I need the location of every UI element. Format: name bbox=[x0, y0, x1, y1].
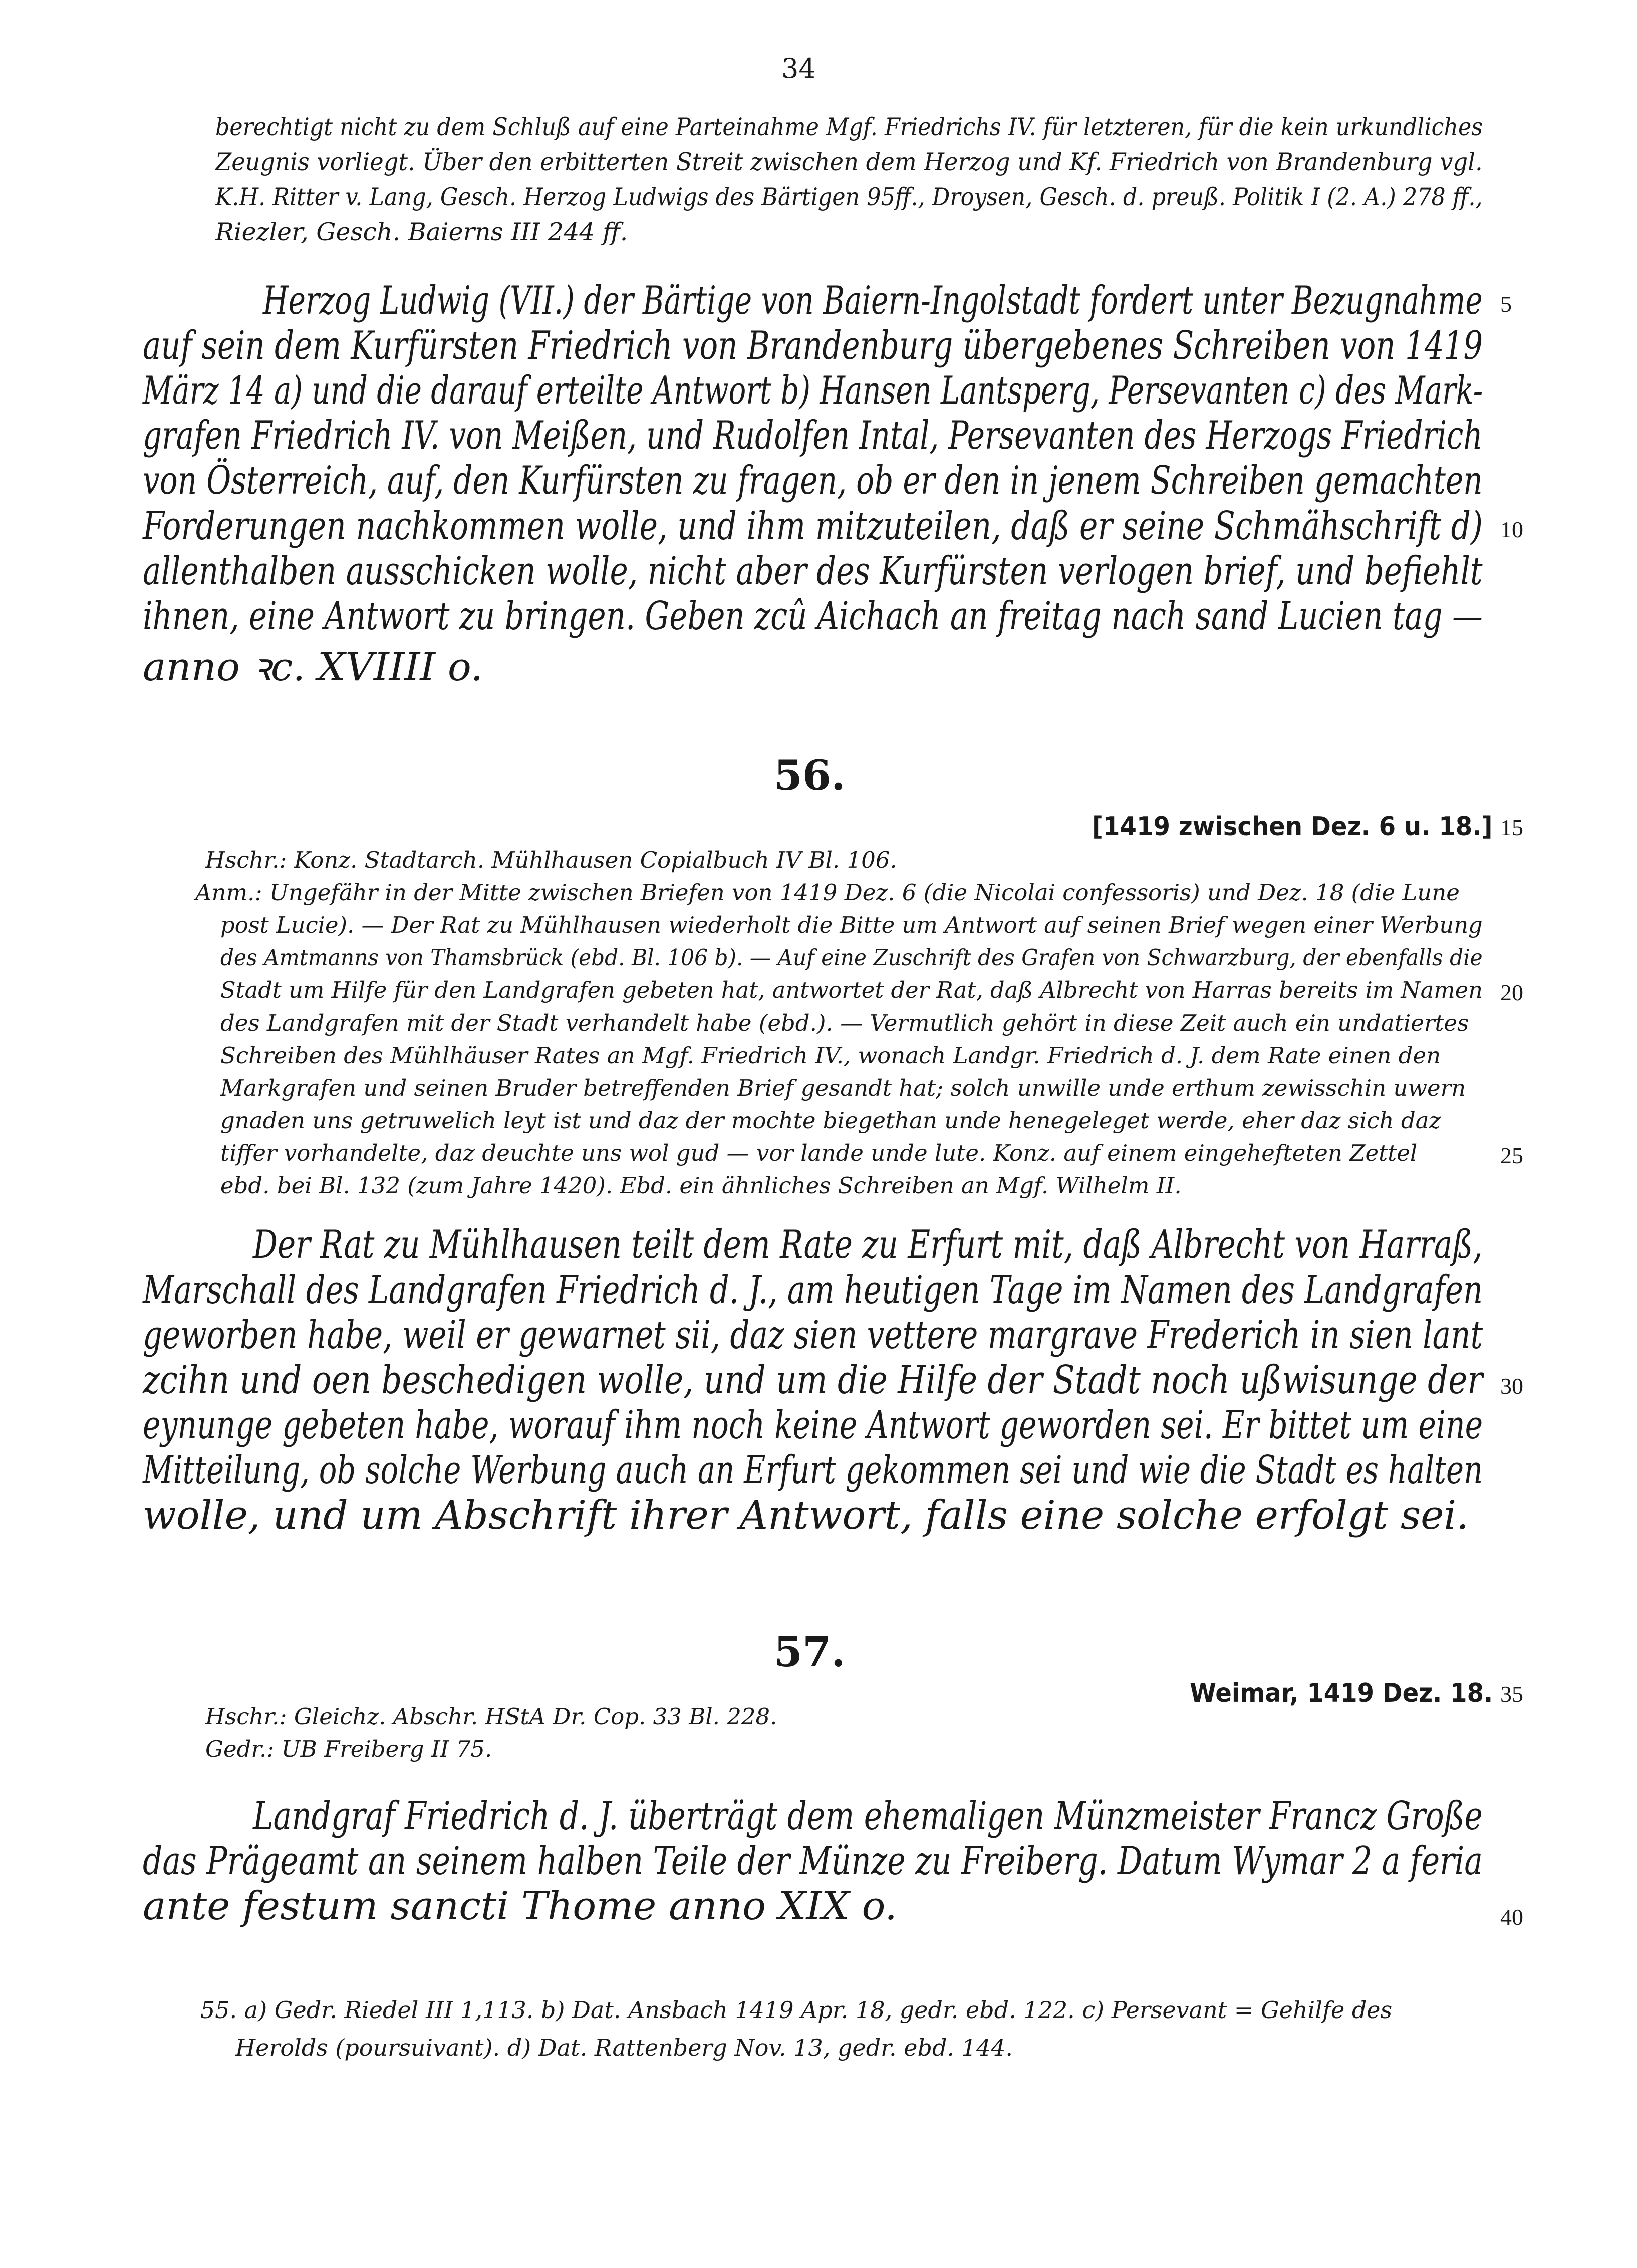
text-line: wolle, und um Abschrift ihrer Antwort, falls eine solche erfolgt sei. bbox=[143, 1493, 1469, 1538]
text-line: allenthalben ausschicken wolle, nicht aber des Kurfürsten verlogen brief, und befiehlt bbox=[143, 549, 1483, 594]
line-number: 30 bbox=[1500, 1373, 1523, 1399]
text-line: Mitteilung, ob solche Werbung auch an Erfurt gekommen sei und wie die Stadt es halten bbox=[143, 1448, 1483, 1493]
source-note: Hschr.: Gleichz. Abschr. HStA Dr. Cop. 33 Bl. 228. bbox=[205, 1703, 777, 1730]
line-number: 15 bbox=[1500, 815, 1523, 840]
text-line: anno ꝛc. XVIIII o. bbox=[143, 645, 483, 690]
print-note: Gedr.: UB Freiberg II 75. bbox=[205, 1736, 492, 1762]
text-line: Marschall des Landgrafen Friedrich d. J., am heutigen Tage im Namen des Landgrafen bbox=[143, 1268, 1483, 1313]
anm-line: des Landgrafen mit der Stadt verhandelt habe (ebd.). — Vermutlich gehört in diese Zeit auch ein undatiertes bbox=[220, 1010, 1469, 1036]
line-number: 35 bbox=[1500, 1681, 1523, 1707]
anm-line: post Lucie). — Der Rat zu Mühlhausen wiederholt die Bitte um Antwort auf seinen Brief wegen einer Werbung bbox=[220, 912, 1483, 938]
anm-line: Stadt um Hilfe für den Landgrafen gebeten hat, antwortet der Rat, daß Albrecht von Harras bereits im Namen bbox=[220, 977, 1483, 1003]
source-note: Hschr.: Konz. Stadtarch. Mühlhausen Copialbuch IV Bl. 106. bbox=[205, 847, 897, 873]
anm-line: gnaden uns getruwelich leyt ist und daz der mochte biegethan unde henegeleget werde, eher daz sich daz bbox=[220, 1107, 1441, 1134]
footnote-line: Herolds (poursuivant). d) Dat. Rattenberg Nov. 13, gedr. ebd. 144. bbox=[235, 2034, 1013, 2061]
text-line: Forderungen nachkommen wolle, und ihm mitzuteilen, daß er seine Schmähschrift d) bbox=[143, 503, 1483, 549]
document-number: 56. bbox=[774, 751, 846, 800]
anm-line: des Amtmanns von Thamsbrück (ebd. Bl. 106 b). — Auf eine Zuschrift des Grafen von Schwarzburg, der ebenfalls die bbox=[220, 944, 1483, 971]
anm-line: Markgrafen und seinen Bruder betreffenden Brief gesandt hat; solch unwille unde erthum zewisschin uwern bbox=[220, 1075, 1466, 1101]
text-line: Der Rat zu Mühlhausen teilt dem Rate zu Erfurt mit, daß Albrecht von Harraß, bbox=[253, 1222, 1483, 1268]
document-number: 57. bbox=[774, 1628, 846, 1676]
page-number: 34 bbox=[781, 53, 816, 84]
text-line: März 14 a) und die darauf erteilte Antwort b) Hansen Lantsperg, Persevanten c) des Mark- bbox=[143, 368, 1483, 413]
note-line: K.H. Ritter v. Lang, Gesch. Herzog Ludwigs des Bärtigen 95ff., Droysen, Gesch. d. preuß. Politik I (2. A.) 278 ff., bbox=[215, 183, 1483, 211]
note-line: Zeugnis vorliegt. Über den erbitterten Streit zwischen dem Herzog und Kf. Friedrich von Brandenburg vgl. bbox=[215, 148, 1483, 176]
line-number: 20 bbox=[1500, 980, 1523, 1005]
line-number: 10 bbox=[1500, 517, 1523, 542]
text-line: das Prägeamt an seinem halben Teile der Münze zu Freiberg. Datum Wymar 2 a feria bbox=[143, 1839, 1483, 1884]
text-line: von Österreich, auf, den Kurfürsten zu fragen, ob er den in jenem Schreiben gemachten bbox=[143, 458, 1483, 503]
document-date: Weimar, 1419 Dez. 18. bbox=[1190, 1678, 1493, 1708]
anm-line: Schreiben des Mühlhäuser Rates an Mgf. Friedrich IV., wonach Landgr. Friedrich d. J. dem Rate einen den bbox=[220, 1042, 1441, 1069]
footnote-line: 55. a) Gedr. Riedel III 1,113. b) Dat. Ansbach 1419 Apr. 18, gedr. ebd. 122. c) Persevant = Gehilfe des bbox=[200, 1996, 1393, 2024]
text-line: auf sein dem Kurfürsten Friedrich von Brandenburg übergebenes Schreiben von 1419 bbox=[143, 323, 1483, 368]
line-number: 25 bbox=[1500, 1143, 1523, 1168]
text-line: eynunge gebeten habe, worauf ihm noch keine Antwort geworden sei. Er bittet um eine bbox=[143, 1403, 1483, 1448]
text-line: ihnen, eine Antwort zu bringen. Geben zcû Aichach an freitag nach sand Lucien tag — bbox=[143, 594, 1483, 639]
anm-line: ebd. bei Bl. 132 (zum Jahre 1420). Ebd. ein ähnliches Schreiben an Mgf. Wilhelm II. bbox=[220, 1172, 1182, 1199]
anm-line: tiffer vorhandelte, daz deuchte uns wol gud — vor lande unde lute. Konz. auf einem eingehefteten Zettel bbox=[220, 1140, 1418, 1166]
text-line: Landgraf Friedrich d. J. überträgt dem ehemaligen Münzmeister Francz Große bbox=[253, 1794, 1483, 1839]
note-line: Riezler, Gesch. Baierns III 244 ff. bbox=[215, 218, 628, 246]
note-line: berechtigt nicht zu dem Schluß auf eine Parteinahme Mgf. Friedrichs IV. für letzteren, für die kein urkundliches bbox=[215, 113, 1483, 141]
anm-line: Anm.: Ungefähr in der Mitte zwischen Briefen von 1419 Dez. 6 (die Nicolai confessoris) und Dez. 18 (die Lune bbox=[195, 879, 1460, 906]
text-line: ante festum sancti Thome anno XIX o. bbox=[143, 1884, 897, 1929]
text-line: zcihn und oen beschedigen wolle, und um die Hilfe der Stadt noch ußwisunge der bbox=[143, 1358, 1483, 1403]
text-line: geworben habe, weil er gewarnet sii, daz sien vettere margrave Frederich in sien lant bbox=[143, 1313, 1483, 1358]
line-number: 40 bbox=[1500, 1904, 1523, 1930]
document-date: [1419 zwischen Dez. 6 u. 18.] bbox=[1092, 812, 1493, 842]
text-line: grafen Friedrich IV. von Meißen, und Rudolfen Intal, Persevanten des Herzogs Friedrich bbox=[143, 413, 1483, 458]
line-number: 5 bbox=[1500, 291, 1512, 317]
text-line: Herzog Ludwig (VII.) der Bärtige von Baiern-Ingolstadt fordert unter Bezugnahme bbox=[263, 278, 1483, 323]
